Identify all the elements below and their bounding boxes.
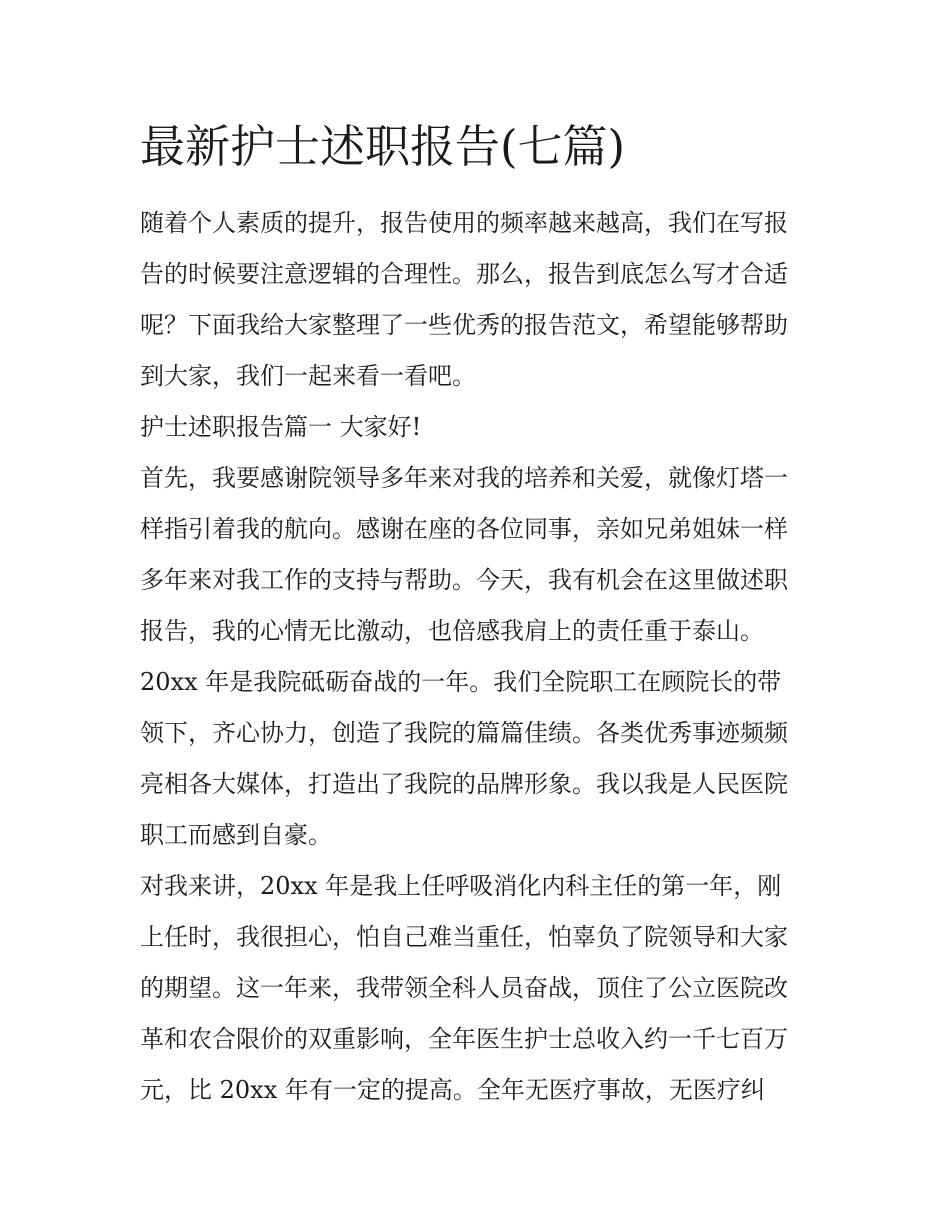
body-line: 多年来对我工作的支持与帮助。今天，我有机会在这里做述职 (140, 566, 788, 594)
body-line: 亮相各大媒体，打造出了我院的品牌形象。我以我是人民医院 (140, 770, 788, 798)
body-line: 革和农合限价的双重影响，全年医生护士总收入约一千七百万 (140, 1025, 788, 1053)
body-line: 职工而感到自豪。 (140, 821, 332, 849)
body-line: 告的时候要注意逻辑的合理性。那么，报告到底怎么写才合适 (140, 260, 788, 288)
body-line: 上任时，我很担心，怕自己难当重任，怕辜负了院领导和大家 (140, 923, 788, 951)
body-line: 到大家，我们一起来看一看吧。 (140, 362, 476, 390)
document-title: 最新护士述职报告(七篇) (140, 120, 626, 173)
body-line: 报告，我的心情无比激动，也倍感我肩上的责任重于泰山。 (140, 617, 764, 645)
body-line: 首先，我要感谢院领导多年来对我的培养和关爱，就像灯塔一 (140, 464, 788, 492)
body-line: 样指引着我的航向。感谢在座的各位同事，亲如兄弟姐妹一样 (140, 515, 788, 543)
body-line: 领下，齐心协力，创造了我院的篇篇佳绩。各类优秀事迹频频 (140, 719, 788, 747)
section-heading: 护士述职报告篇一 大家好! (140, 413, 422, 441)
body-line: 的期望。这一年来，我带领全科人员奋战，顶住了公立医院改 (140, 974, 788, 1002)
body-line: 随着个人素质的提升，报告使用的频率越来越高，我们在写报 (140, 209, 788, 237)
body-line: 元，比 20xx 年有一定的提高。全年无医疗事故，无医疗纠 (140, 1076, 765, 1104)
body-line: 对我来讲，20xx 年是我上任呼吸消化内科主任的第一年，刚 (140, 872, 782, 900)
body-line: 呢？下面我给大家整理了一些优秀的报告范文，希望能够帮助 (140, 311, 788, 339)
body-line: 20xx 年是我院砥砺奋战的一年。我们全院职工在顾院长的带 (140, 668, 782, 696)
document-body (140, 198, 812, 1116)
